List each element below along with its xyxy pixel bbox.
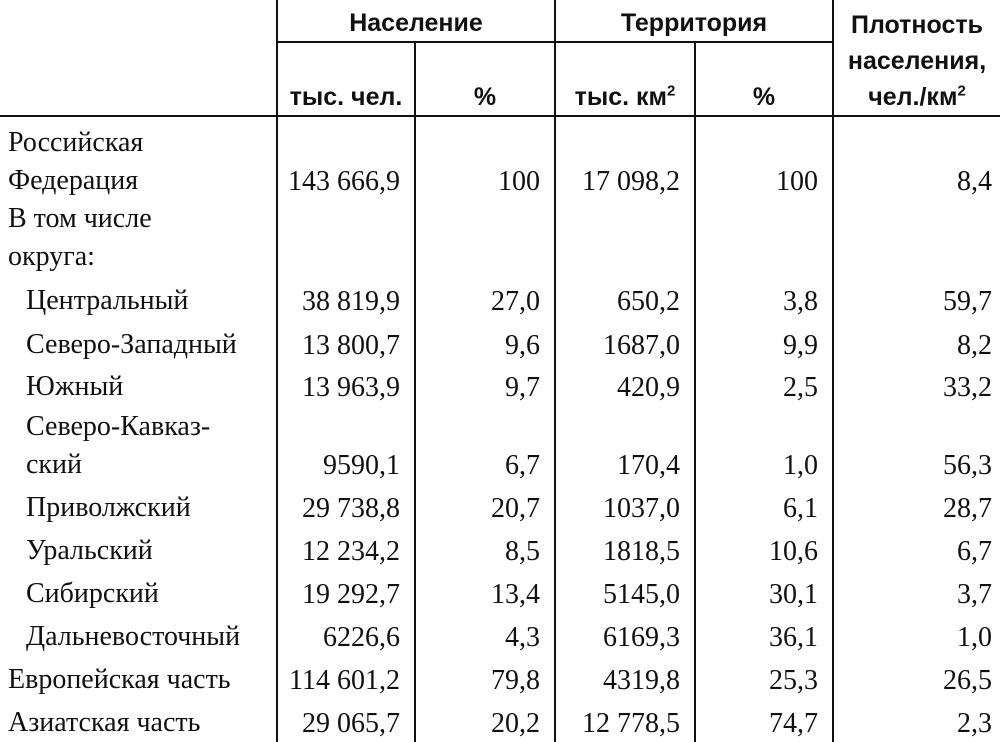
cell-pop-pct: 6,7 <box>415 406 555 484</box>
header-terr-sup: 2 <box>667 82 676 100</box>
cell-density: 2,3 <box>957 708 993 739</box>
row-name-line1: Российская <box>8 127 144 158</box>
row-name-line2: Федерация <box>8 165 139 196</box>
cell-density: 26,5 <box>943 665 993 696</box>
cell-density: 1,0 <box>957 622 993 653</box>
cell-pop-pct: 20,2 <box>415 699 555 742</box>
header-density-sup: 2 <box>957 82 966 100</box>
cell-density: 56,3 <box>943 450 993 481</box>
cell-pop: 29 738,8 <box>277 484 415 527</box>
row-name <box>0 406 277 484</box>
row-name <box>0 116 277 200</box>
header-density-line3: чел./км <box>868 83 958 111</box>
table-row <box>0 406 1000 484</box>
cell-terr: 1818,5 <box>555 527 695 570</box>
row-name: Азиатская часть <box>0 699 277 742</box>
cell-pop-pct: 79,8 <box>415 656 555 699</box>
cell-pop: 38 819,9 <box>277 276 415 320</box>
row-name-line2: округа: <box>8 241 95 272</box>
row-name: Центральный <box>0 276 277 320</box>
cell-pop-pct: 9,6 <box>415 320 555 364</box>
cell-terr-pct: 1,0 <box>695 406 833 484</box>
header-pop-percent: % <box>415 42 555 116</box>
header-territory: Территория <box>555 0 833 42</box>
row-name: Европейская часть <box>0 656 277 699</box>
table-row <box>0 484 1000 527</box>
cell-pop: 114 601,2 <box>277 656 415 699</box>
cell-density: 8,4 <box>957 166 993 197</box>
cell-terr-pct <box>695 200 833 276</box>
cell-pop <box>277 200 415 276</box>
cell-terr-pct: 36,1 <box>695 613 833 656</box>
cell-terr <box>555 200 695 276</box>
table-row <box>0 699 1000 742</box>
table-row <box>0 276 1000 320</box>
row-name: Сибирский <box>0 570 277 613</box>
row-name: Дальневосточный <box>0 613 277 656</box>
cell-terr: 1037,0 <box>555 484 695 527</box>
header-terr-percent: % <box>695 42 833 116</box>
cell-terr-pct: 3,8 <box>695 276 833 320</box>
cell-pop: 13 963,9 <box>277 364 415 406</box>
cell-density: 33,2 <box>943 372 993 403</box>
table-row <box>0 116 1000 200</box>
cell-terr: 650,2 <box>555 276 695 320</box>
header-density-line1: Плотность <box>851 11 983 39</box>
header-density-line2: населения, <box>847 47 987 75</box>
row-name: Северо-Западный <box>0 320 277 364</box>
cell-density: 59,7 <box>943 286 993 317</box>
cell-pop-pct: 27,0 <box>415 276 555 320</box>
cell-terr: 6169,3 <box>555 613 695 656</box>
cell-terr-pct: 6,1 <box>695 484 833 527</box>
row-name <box>0 200 277 276</box>
cell-terr: 17 098,2 <box>555 116 695 200</box>
cell-terr-pct: 30,1 <box>695 570 833 613</box>
cell-pop-pct: 4,3 <box>415 613 555 656</box>
cell-terr: 420,9 <box>555 364 695 406</box>
row-name-line1: Северо-Кавказ- <box>26 411 211 442</box>
cell-terr-pct: 2,5 <box>695 364 833 406</box>
header-density <box>833 0 1000 116</box>
cell-terr: 5145,0 <box>555 570 695 613</box>
cell-pop: 19 292,7 <box>277 570 415 613</box>
cell-density <box>833 200 1000 276</box>
cell-pop-pct <box>415 200 555 276</box>
cell-terr-pct: 9,9 <box>695 320 833 364</box>
cell-density: 3,7 <box>957 579 993 610</box>
header-blank-cell <box>0 0 277 116</box>
table-row <box>0 656 1000 699</box>
cell-terr-pct: 100 <box>695 116 833 200</box>
row-name-line1: В том числе <box>8 203 152 234</box>
cell-pop: 6226,6 <box>277 613 415 656</box>
cell-terr: 1687,0 <box>555 320 695 364</box>
cell-terr: 170,4 <box>555 406 695 484</box>
cell-terr-pct: 74,7 <box>695 699 833 742</box>
cell-density: 8,2 <box>957 330 993 361</box>
cell-density: 6,7 <box>957 536 993 567</box>
table-row <box>0 200 1000 276</box>
cell-density: 28,7 <box>943 493 993 524</box>
table-row <box>0 320 1000 364</box>
cell-terr: 12 778,5 <box>555 699 695 742</box>
cell-pop: 12 234,2 <box>277 527 415 570</box>
row-name: Приволжский <box>0 484 277 527</box>
cell-pop: 13 800,7 <box>277 320 415 364</box>
row-name-line2: ский <box>26 449 82 480</box>
header-pop-unit: тыс. чел. <box>277 42 415 116</box>
header-population: Население <box>277 0 555 42</box>
table-row <box>0 570 1000 613</box>
cell-terr: 4319,8 <box>555 656 695 699</box>
cell-pop-pct: 9,7 <box>415 364 555 406</box>
cell-terr-pct: 25,3 <box>695 656 833 699</box>
row-name: Южный <box>0 364 277 406</box>
cell-terr-pct: 10,6 <box>695 527 833 570</box>
header-terr-unit-text: тыс. км <box>574 83 668 111</box>
cell-pop: 9590,1 <box>277 406 415 484</box>
header-terr-unit <box>555 42 695 116</box>
table-row <box>0 364 1000 406</box>
cell-pop: 143 666,9 <box>277 116 415 200</box>
cell-pop-pct: 100 <box>415 116 555 200</box>
row-name: Уральский <box>0 527 277 570</box>
table-row <box>0 613 1000 656</box>
cell-pop-pct: 8,5 <box>415 527 555 570</box>
cell-pop: 29 065,7 <box>277 699 415 742</box>
cell-pop-pct: 20,7 <box>415 484 555 527</box>
table-row <box>0 527 1000 570</box>
cell-pop-pct: 13,4 <box>415 570 555 613</box>
